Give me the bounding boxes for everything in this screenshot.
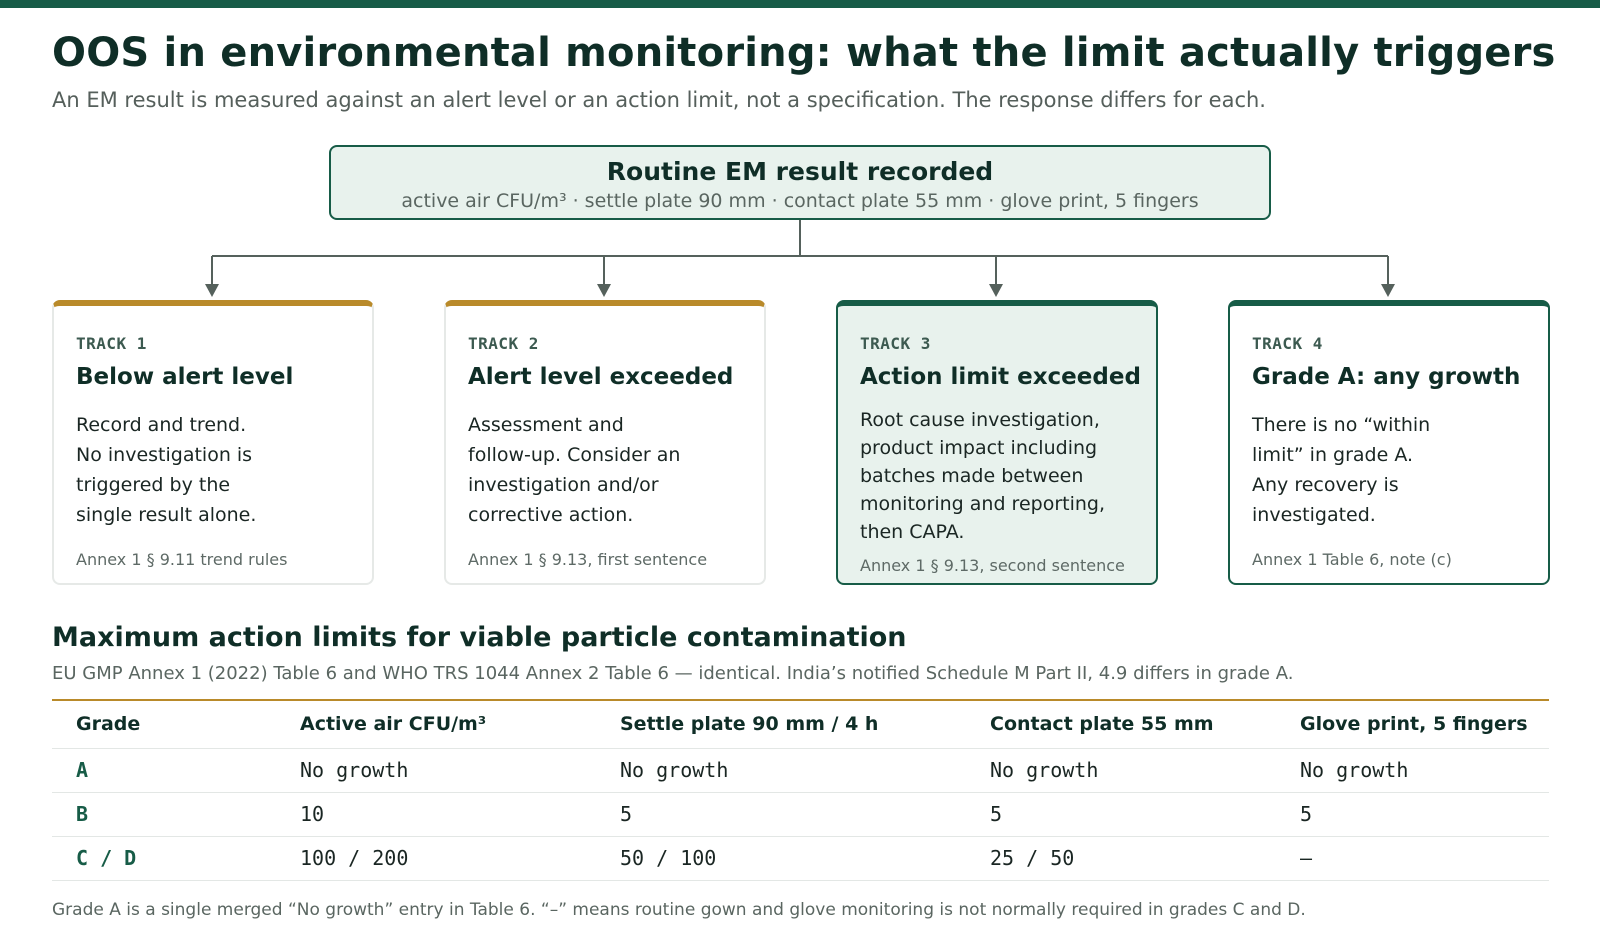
table-cell: 5 xyxy=(966,792,1276,836)
top-accent-bar xyxy=(0,0,1600,8)
column-header-glove-print: Glove print, 5 fingers xyxy=(1276,700,1549,748)
track-reference: Annex 1 Table 6, note (c) xyxy=(1252,550,1452,569)
track-description-line: Record and trend. xyxy=(76,414,247,436)
track-card-3 xyxy=(836,300,1158,585)
track-description-line: monitoring and reporting, xyxy=(860,493,1105,515)
table-row xyxy=(52,748,1549,792)
root-node xyxy=(329,145,1271,220)
track-description-line: Root cause investigation, xyxy=(860,409,1100,431)
root-node-subtitle: active air CFU/m³ · settle plate 90 mm · contact plate 55 mm · glove print, 5 fingers xyxy=(401,190,1199,212)
track-description-line: batches made between xyxy=(860,465,1084,487)
table-cell: 5 xyxy=(596,792,966,836)
track-description-line: There is no “within xyxy=(1252,414,1431,436)
track-label: TRACK 2 xyxy=(468,334,539,353)
arrowhead-track-2 xyxy=(597,284,611,297)
track-description-line: single result alone. xyxy=(76,504,257,526)
arrowhead-track-4 xyxy=(1381,284,1395,297)
track-title: Below alert level xyxy=(76,364,294,390)
track-description xyxy=(468,410,758,530)
track-description xyxy=(1252,410,1542,530)
table-cell: No growth xyxy=(276,748,596,792)
grade-cell: C / D xyxy=(52,836,276,880)
track-description-line: investigated. xyxy=(1252,504,1376,526)
column-header-active-air: Active air CFU/m³ xyxy=(276,700,596,748)
track-reference: Annex 1 § 9.13, first sentence xyxy=(468,550,708,569)
table-cell: 50 / 100 xyxy=(596,836,966,880)
arrowhead-track-1 xyxy=(205,284,219,297)
track-description xyxy=(860,406,1150,546)
track-description-line: product impact including xyxy=(860,437,1098,459)
table-cell: No growth xyxy=(1276,748,1549,792)
table-row xyxy=(52,792,1549,836)
table-row xyxy=(52,836,1549,880)
table-cell: 10 xyxy=(276,792,596,836)
page-subtitle: An EM result is measured against an alert level or an action limit, not a specification. The response differs for each. xyxy=(52,88,1266,112)
track-description xyxy=(76,410,366,530)
table-cell: No growth xyxy=(966,748,1276,792)
table-cell: 5 xyxy=(1276,792,1549,836)
column-header-grade: Grade xyxy=(52,700,276,748)
track-reference: Annex 1 § 9.13, second sentence xyxy=(860,556,1125,575)
track-card-4 xyxy=(1228,300,1550,585)
track-description-line: investigation and/or xyxy=(468,474,659,496)
table-cell: – xyxy=(1276,836,1549,880)
track-description-line: follow-up. Consider an xyxy=(468,444,681,466)
root-node-title: Routine EM result recorded xyxy=(606,157,994,186)
track-reference: Annex 1 § 9.11 trend rules xyxy=(76,550,288,569)
track-description-line: then CAPA. xyxy=(860,521,965,543)
limits-section-subtitle: EU GMP Annex 1 (2022) Table 6 and WHO TRS 1044 Annex 2 Table 6 — identical. India’s notified Schedule M Part II, 4.9 differs in grade A. xyxy=(52,663,1294,684)
track-description-line: Assessment and xyxy=(468,414,624,436)
track-description-line: limit” in grade A. xyxy=(1252,444,1414,466)
track-description-line: No investigation is xyxy=(76,444,253,466)
track-description-line: Any recovery is xyxy=(1252,474,1399,496)
table-footnote: Grade A is a single merged “No growth” entry in Table 6. “–” means routine gown and glove monitoring is not normally required in grades C and D. xyxy=(52,900,1306,920)
grade-cell: A xyxy=(52,748,276,792)
table-cell: 100 / 200 xyxy=(276,836,596,880)
table-cell: 25 / 50 xyxy=(966,836,1276,880)
track-description-line: triggered by the xyxy=(76,474,231,496)
track-title: Alert level exceeded xyxy=(468,364,734,390)
track-title: Grade A: any growth xyxy=(1252,364,1521,390)
page-title: OOS in environmental monitoring: what the limit actually triggers xyxy=(52,30,1556,76)
track-label: TRACK 4 xyxy=(1252,334,1323,353)
grade-cell: B xyxy=(52,792,276,836)
action-limits-table xyxy=(52,699,1549,881)
track-description-line: corrective action. xyxy=(468,504,634,526)
track-label: TRACK 3 xyxy=(860,334,931,353)
table-header-row xyxy=(52,700,1549,748)
table-cell: No growth xyxy=(596,748,966,792)
arrowhead-track-3 xyxy=(989,284,1003,297)
column-header-contact-plate: Contact plate 55 mm xyxy=(966,700,1276,748)
track-card-2 xyxy=(444,300,766,585)
column-header-settle-plate: Settle plate 90 mm / 4 h xyxy=(596,700,966,748)
track-card-1 xyxy=(52,300,374,585)
track-label: TRACK 1 xyxy=(76,334,147,353)
track-title: Action limit exceeded xyxy=(860,364,1141,390)
limits-section-title: Maximum action limits for viable particle contamination xyxy=(52,622,907,653)
